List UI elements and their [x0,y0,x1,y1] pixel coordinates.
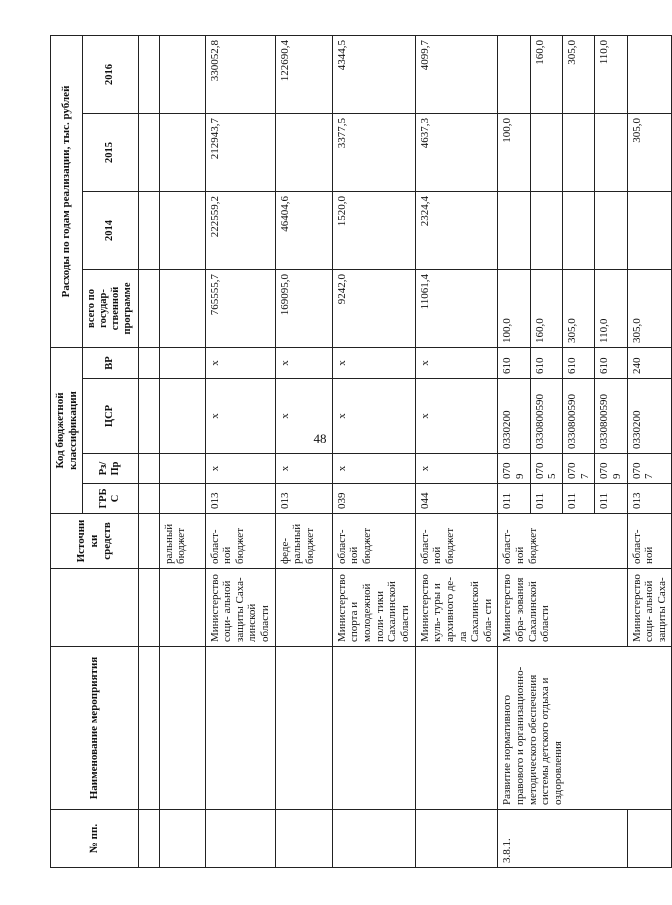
cell-rzpr: х [332,454,415,484]
cell-rzpr: 0709 [498,454,530,484]
cell-vr: х [275,348,332,379]
cell-source: област- ной бюджет [332,514,415,569]
header-sources: Источники средств [51,514,139,569]
cell-source: област- ной [627,514,672,569]
cell-grbs: 013 [205,484,275,514]
header-gap-row [138,35,159,867]
cell-2016 [627,35,672,113]
cell-csr: х [275,379,332,454]
page-number: 48 [313,431,327,446]
cell-name: Развитие нормативного правового и организационно-методического обеспечения системы детского отдыха и оздоровления [498,647,672,810]
cell-no [205,810,275,868]
cell-vr: 610 [498,348,530,379]
cell-no: 3.8.1. [498,810,627,868]
cell-grbs: 039 [332,484,415,514]
cell-rzpr [159,454,205,484]
cell-2015: 305,0 [627,114,672,192]
cell-grbs: 011 [498,484,530,514]
cell-csr: х [415,379,498,454]
cell-csr: 0330800590 [595,379,627,454]
cell-vr: 610 [595,348,627,379]
header-2014: 2014 [83,192,138,270]
cell-grbs: 011 [562,484,594,514]
cell-2014: 222559,2 [205,192,275,270]
cell-grbs [159,484,205,514]
cell-no [275,810,332,868]
cell-2015: 4637,3 [415,114,498,192]
cell-2014: 46404,6 [275,192,332,270]
cell-2016: 110,0 [595,35,627,113]
cell-executor: Министерство куль- туры и архивного де- ла Сахалинской обла- сти [415,569,498,647]
cell-total: 305,0 [627,270,672,348]
cell-csr: 0330800590 [530,379,562,454]
cell-csr: 0330200 [498,379,530,454]
cell-grbs: 013 [627,484,672,514]
cell-grbs: 011 [530,484,562,514]
cell-name [159,647,205,810]
header-expenses: Расходы по годам реализации, тыс. рублей [51,35,83,347]
cell-csr: х [205,379,275,454]
cell-vr: 240 [627,348,672,379]
cell-source: ральный бюджет [159,514,205,569]
cell-2016 [159,35,205,113]
header-budget-classification: Код бюджетной классификации [51,348,83,514]
cell-csr: х [332,379,415,454]
cell-csr: 0330200 [627,379,672,454]
cell-executor: Министерство обра- зования Сахалинской области [498,569,627,647]
cell-2016: 122690,4 [275,35,332,113]
cell-2015 [530,114,562,192]
cell-2016: 160,0 [530,35,562,113]
cell-source: феде- ральный бюджет [275,514,332,569]
cell-vr: х [415,348,498,379]
cell-executor [159,569,205,647]
budget-table [50,35,672,868]
cell-2015 [562,114,594,192]
cell-2016: 4344,5 [332,35,415,113]
table-row [498,35,530,867]
cell-total: 9242,0 [332,270,415,348]
cell-total: 160,0 [530,270,562,348]
header-vr: ВР [83,348,138,379]
header-name: Наименование мероприятия [51,647,139,810]
cell-no [627,810,672,868]
table-row [415,35,498,867]
cell-rzpr: х [415,454,498,484]
cell-name [415,647,498,810]
cell-2015 [159,114,205,192]
header-csr: ЦСР [83,379,138,454]
cell-executor: Министерство соци- альной защиты Саха- линской области [205,569,275,647]
cell-total: 765555,7 [205,270,275,348]
cell-2016: 305,0 [562,35,594,113]
rotated-table-container [50,36,668,868]
cell-2014 [595,192,627,270]
cell-total: 100,0 [498,270,530,348]
table-row [332,35,415,867]
cell-no [332,810,415,868]
cell-total: 305,0 [562,270,594,348]
header-2016: 2016 [83,35,138,113]
cell-vr: х [332,348,415,379]
header-no: № пп. [51,810,139,868]
cell-2014 [562,192,594,270]
cell-2015: 3377,5 [332,114,415,192]
header-rzpr: Рз/ Пр [83,454,138,484]
cell-vr: 610 [562,348,594,379]
cell-2016 [498,35,530,113]
cell-2016: 330052,8 [205,35,275,113]
header-2015: 2015 [83,114,138,192]
cell-executor [275,569,332,647]
cell-source: област- ной бюджет [415,514,498,569]
cell-name [205,647,275,810]
cell-total: 169095,0 [275,270,332,348]
cell-executor: Министерство спорта и молодежной поли- тики Сахалинской области [332,569,415,647]
cell-2016: 4099,7 [415,35,498,113]
header-total: всего по государ- ственной программе [83,270,138,348]
header-grbs: ГРБ С [83,484,138,514]
cell-rzpr: х [275,454,332,484]
cell-vr: х [205,348,275,379]
cell-rzpr: 0707 [562,454,594,484]
cell-rzpr: 0705 [530,454,562,484]
cell-rzpr: 0707 [627,454,672,484]
cell-source: област- ной бюджет [498,514,627,569]
cell-grbs: 013 [275,484,332,514]
table-row [205,35,275,867]
cell-2015 [275,114,332,192]
cell-total [159,270,205,348]
cell-2014 [498,192,530,270]
cell-2014 [159,192,205,270]
cell-total: 11061,4 [415,270,498,348]
cell-2015 [595,114,627,192]
cell-rzpr: 0709 [595,454,627,484]
cell-source: област- ной бюджет [205,514,275,569]
cell-vr: 610 [530,348,562,379]
cell-vr [159,348,205,379]
cell-rzpr: х [205,454,275,484]
cell-2014: 1520,0 [332,192,415,270]
cell-grbs: 011 [595,484,627,514]
cell-csr [159,379,205,454]
cell-2014: 2324,4 [415,192,498,270]
cell-executor: Министерство соци- альной защиты Саха- [627,569,672,647]
cell-grbs: 044 [415,484,498,514]
cell-2015: 100,0 [498,114,530,192]
cell-no [415,810,498,868]
header-row-1 [51,35,83,867]
cell-2015: 212943,7 [205,114,275,192]
header-executor [51,569,139,647]
table-row [159,35,205,867]
cell-2014 [530,192,562,270]
cell-no [159,810,205,868]
cell-csr: 0330800590 [562,379,594,454]
cell-name [275,647,332,810]
table-row [275,35,332,867]
cell-name [332,647,415,810]
cell-2014 [627,192,672,270]
cell-total: 110,0 [595,270,627,348]
